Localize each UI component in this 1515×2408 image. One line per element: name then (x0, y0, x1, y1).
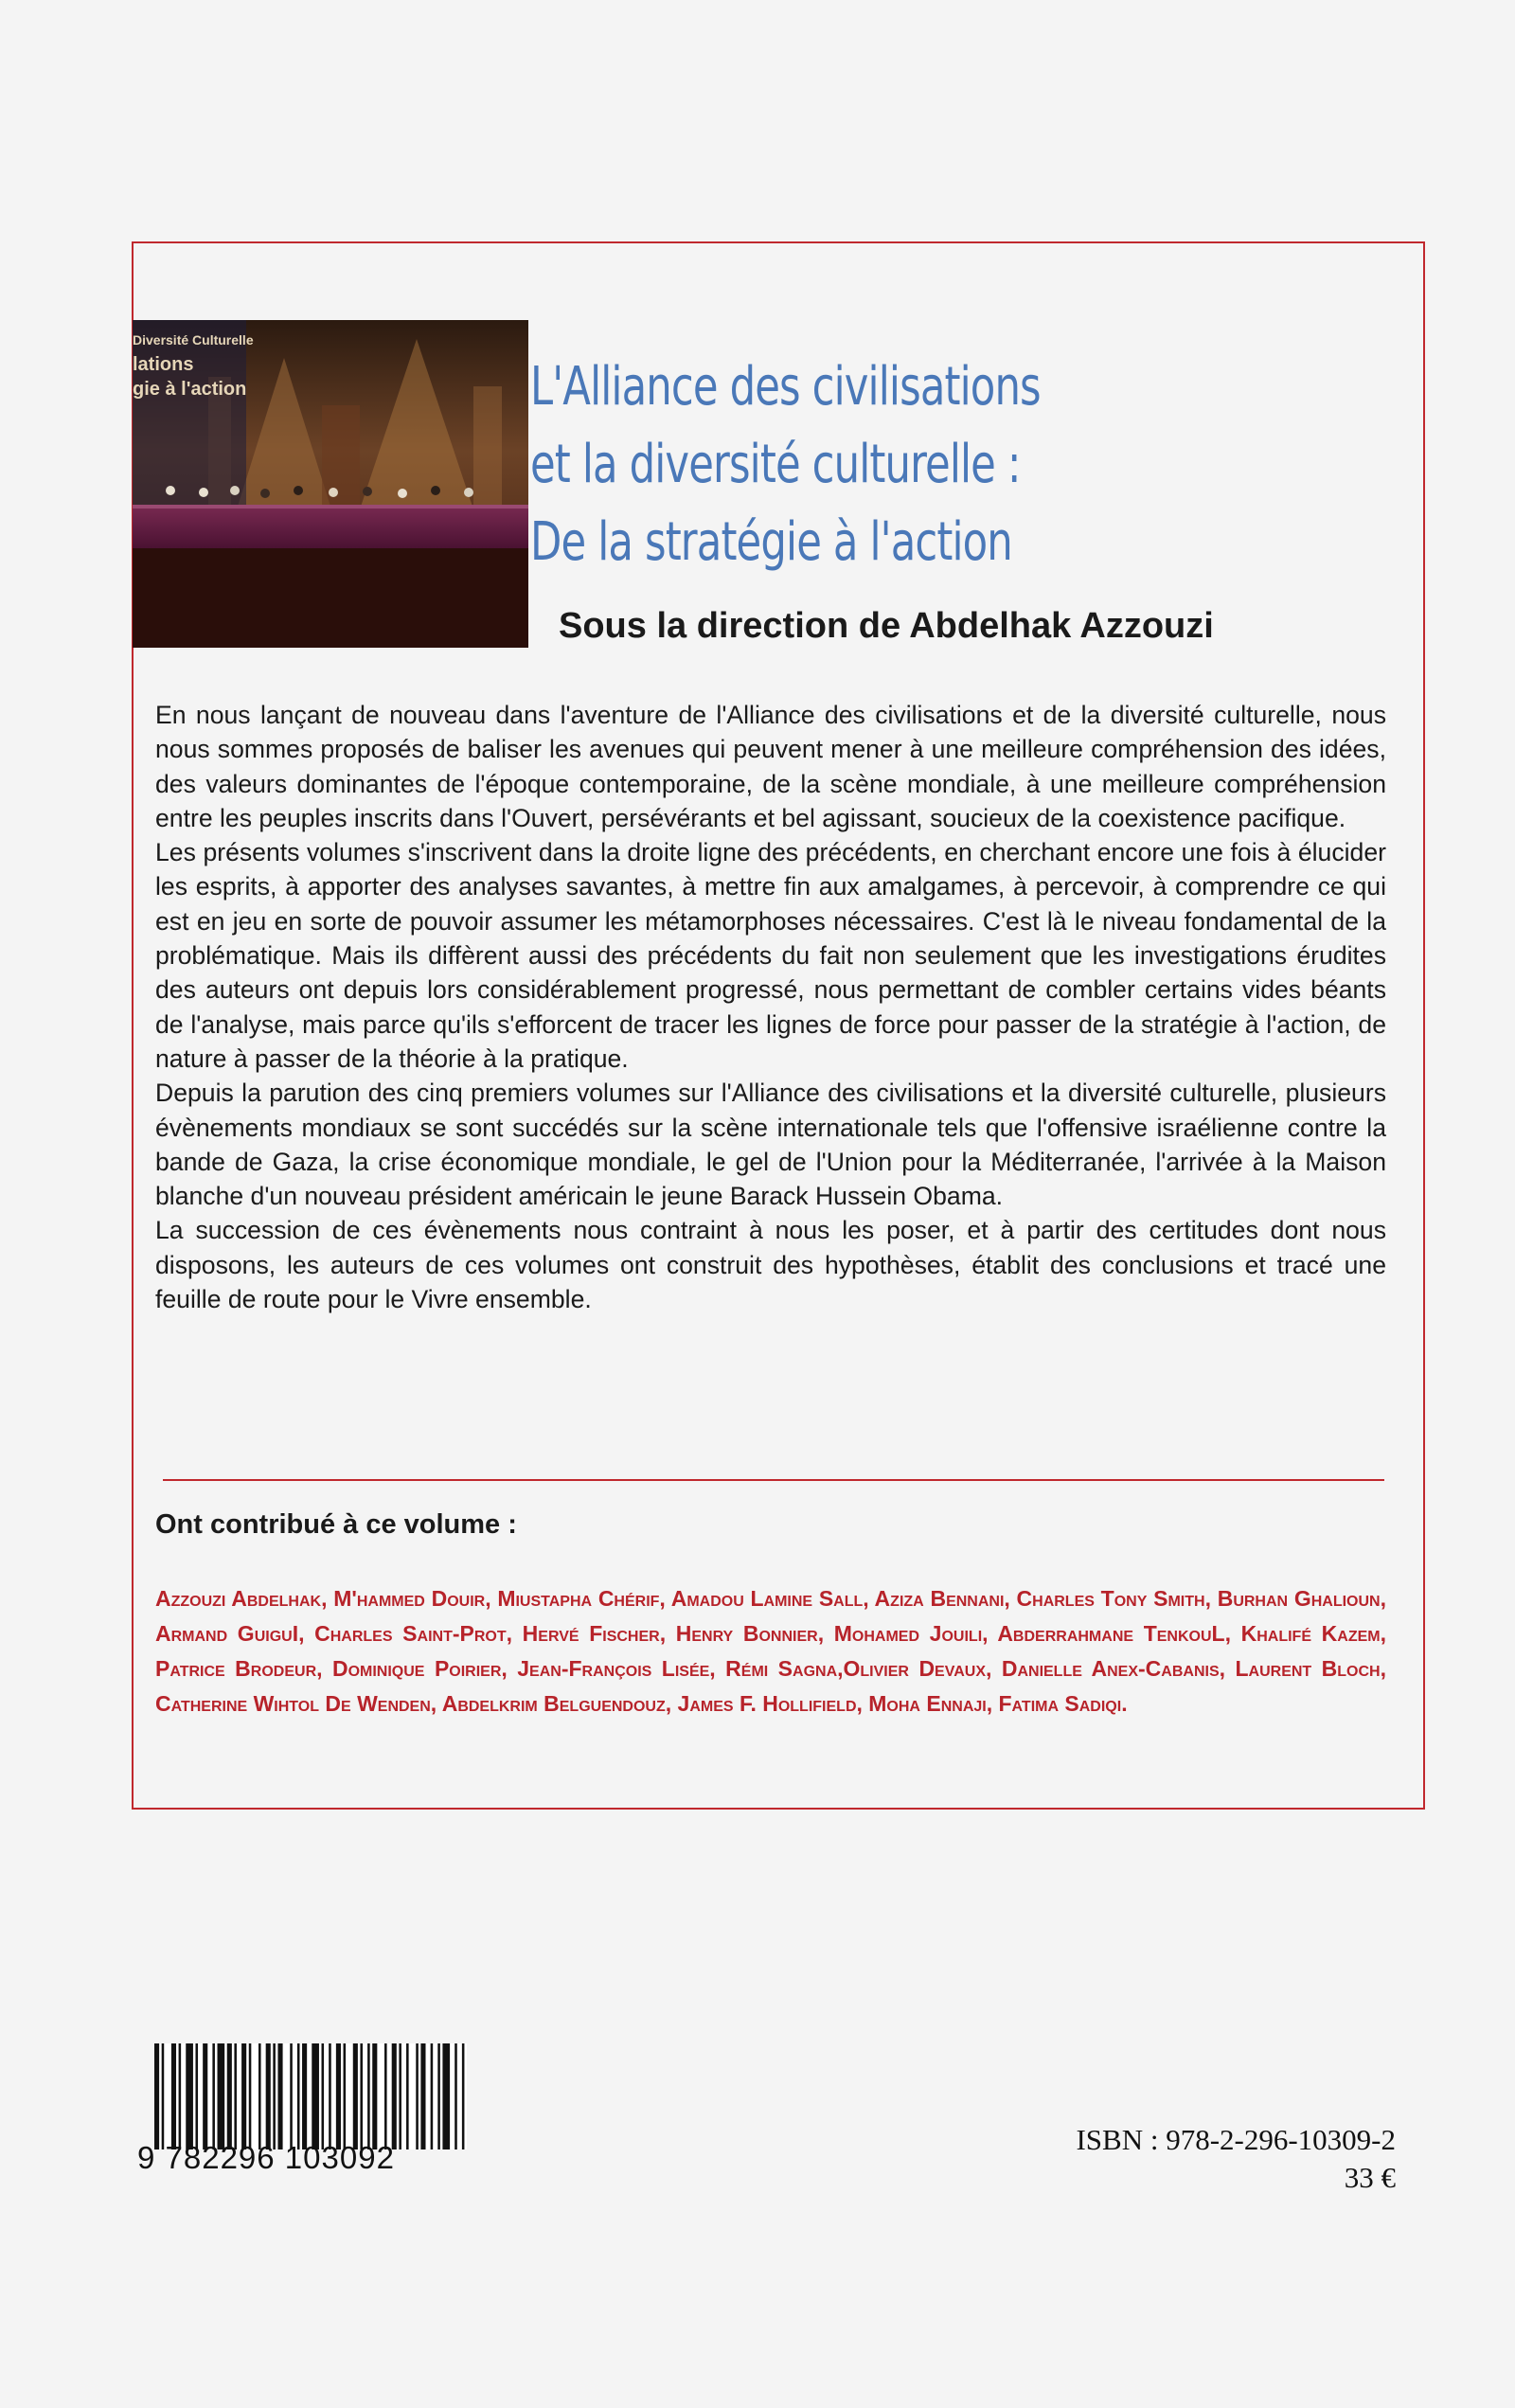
barcode-bar (372, 2043, 377, 2149)
blurb-paragraph: Les présents volumes s'inscrivent dans la droite ligne des précédents, en cherchant encore une fois à élucider les esprits, à apporter des analyses savantes, à mettre fin aux amalgames, à percevoir, à comprendre ce qui est en jeu en sorte de pouvoir assumer les métamorphoses nécessaires. C'est là le niveau fondamental de la problématique. Mais ils diffèrent aussi des précédents du fait non seulement que les investigations érudites des auteurs ont depuis lors considérablement progressé, nous permettant de combler certains vides béants de l'analyse, mais parce qu'ils s'efforcent de tracer les lignes de force pour passer de la stratégie à l'action, de nature à passer de la théorie à la pratique. (155, 838, 1386, 1073)
barcode-bar (218, 2043, 225, 2149)
barcode (154, 2043, 467, 2149)
barcode-bar (290, 2043, 293, 2149)
barcode-bar (302, 2043, 307, 2149)
back-cover-blurb (155, 698, 1386, 1316)
barcode-bar (249, 2043, 252, 2149)
barcode-bar (277, 2043, 282, 2149)
barcode-bar (353, 2043, 358, 2149)
barcode-bar (312, 2043, 319, 2149)
isbn-block (1076, 2121, 1396, 2197)
barcode-bar (195, 2043, 198, 2149)
divider (163, 1479, 1384, 1481)
title-line: L'Alliance des civilisations (530, 356, 1041, 418)
barcode-bar (227, 2043, 232, 2149)
barcode-digits: 9 782296 103092 (137, 2140, 395, 2175)
barcode-bar (462, 2043, 465, 2149)
barcode-bar (454, 2043, 457, 2149)
barcode-bar (322, 2043, 325, 2149)
book-title (530, 348, 1182, 581)
contributors-heading: Ont contribué à ce volume : (155, 1509, 517, 1540)
barcode-bar (297, 2043, 300, 2149)
barcode-bar (266, 2043, 271, 2149)
barcode-bar (241, 2043, 246, 2149)
barcode-bar (360, 2043, 363, 2149)
book-subtitle: Sous la direction de Abdelhak Azzouzi (559, 606, 1214, 646)
photo-banner-text (133, 328, 254, 401)
price: 33 € (1344, 2161, 1396, 2194)
barcode-bar (399, 2043, 401, 2149)
cover-photo (133, 320, 528, 648)
barcode-bar (406, 2043, 409, 2149)
isbn-number: ISBN : 978-2-296-10309-2 (1076, 2123, 1396, 2156)
barcode-bar (186, 2043, 193, 2149)
barcode-bar (179, 2043, 182, 2149)
photo-banner-line: lations (133, 354, 194, 375)
blurb-paragraph: La succession de ces évènements nous contraint à nous les poser, et à partir des certitudes dont nous disposons, les auteurs de ces volumes ont construit des hypothèses, établit des conclusions et tracé une feuille de route pour le Vivre ensemble. (155, 1216, 1386, 1314)
blurb-paragraph: En nous lançant de nouveau dans l'aventure de l'Alliance des civilisations et de la diversité culturelle, nous nous sommes proposés de baliser les avenues qui peuvent mener à une meilleure compréhension des idées, des valeurs dominantes de l'époque contemporaine, de la scène mondiale, à une meilleure compréhension entre les peuples inscrits dans l'Ouvert, persévérants et bel agissant, soucieux de la coexistence pacifique. (155, 701, 1386, 832)
barcode-bar (431, 2043, 434, 2149)
barcode-bar (258, 2043, 261, 2149)
barcode-bar (212, 2043, 215, 2149)
barcode-bar (203, 2043, 207, 2149)
barcode-bar (336, 2043, 341, 2149)
title-line: et la diversité culturelle : (530, 434, 1021, 495)
barcode-bar (392, 2043, 397, 2149)
blurb-paragraph: Depuis la parution des cinq premiers volumes sur l'Alliance des civilisations et la diversité culturelle, plusieurs évènements mondiaux se sont succédés sur la scène internationale tels que l'offensive israélienne contre la bande de Gaza, la crise économique mondiale, le gel de l'Union pour la Méditerranée, l'arrivée à la Maison blanche d'un nouveau président américain le jeune Barack Hussein Obama. (155, 1079, 1386, 1211)
title-line: De la stratégie à l'action (530, 511, 1012, 573)
photo-banner-line: Diversité Culturelle (133, 332, 254, 348)
barcode-bar (420, 2043, 425, 2149)
barcode-bar (437, 2043, 440, 2149)
barcode-bar (384, 2043, 387, 2149)
photo-banner-line: gie à l'action (133, 379, 247, 400)
barcode-bar (273, 2043, 276, 2149)
barcode-bar (171, 2043, 176, 2149)
barcode-bar (442, 2043, 450, 2149)
barcode-bar (329, 2043, 331, 2149)
barcode-bar (234, 2043, 237, 2149)
barcode-bar (367, 2043, 370, 2149)
barcode-bar (162, 2043, 165, 2149)
barcode-bar (154, 2043, 159, 2149)
barcode-bar (344, 2043, 347, 2149)
barcode-bar (416, 2043, 419, 2149)
contributors-list: Azzouzi Abdelhak, M'hammed Douir, Miustapha Chérif, Amadou Lamine Sall, Aziza Bennani, Charles Tony Smith, Burhan Ghalioun, Armand GuiguI, Charles Saint-Prot, Hervé Fischer, Henry Bonnier, Mohamed Jouili, Abderrahmane TenkouL, Khalifé Kazem, Patrice Brodeur, Dominique Poirier, Jean-François Lisée, Rémi Sagna,Olivier Devaux, Danielle Anex-Cabanis, Laurent Bloch, Catherine Wihtol De Wenden, Abdelkrim Belguendouz, James F. Hollifield, Moha Ennaji, Fatima Sadiqi. (155, 1586, 1386, 1716)
